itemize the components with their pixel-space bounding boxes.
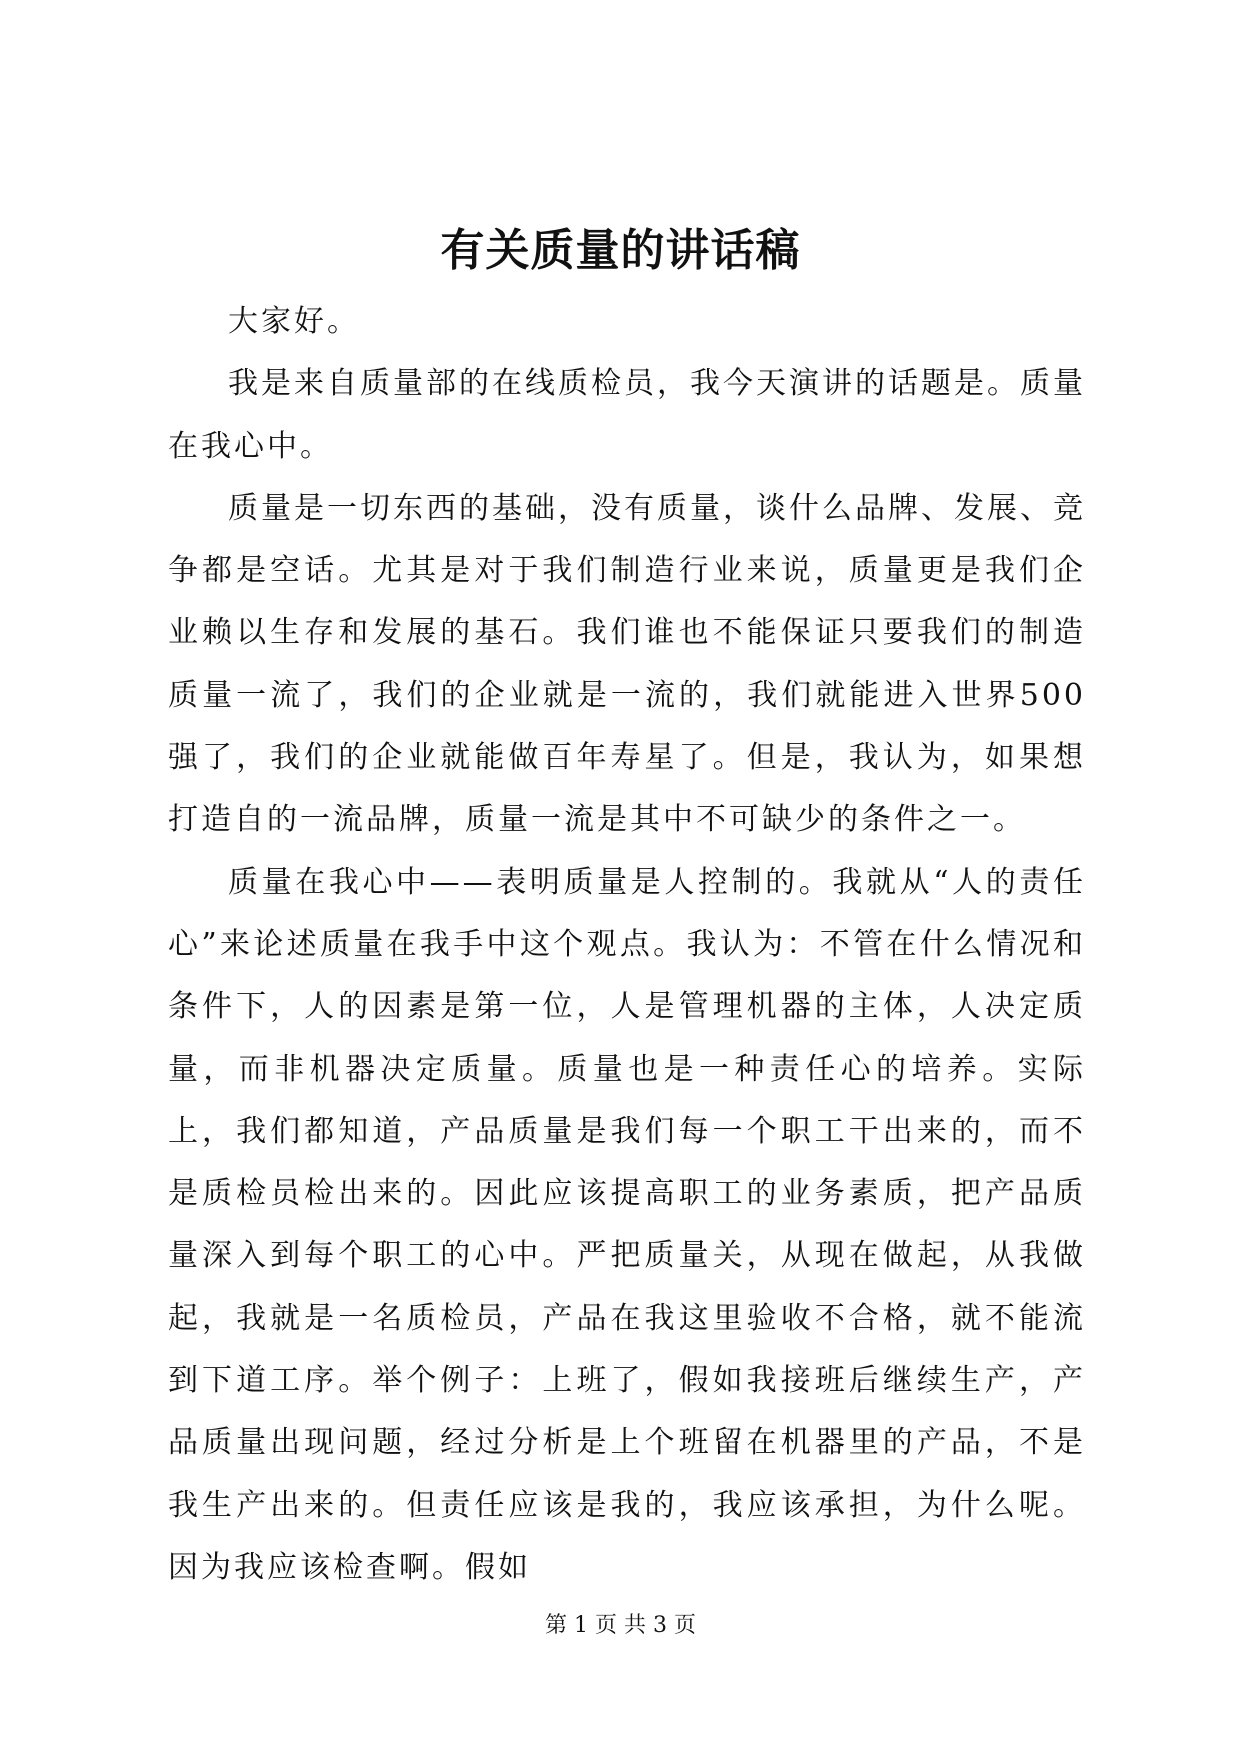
document-title: 有关质量的讲话稿 (440, 225, 801, 276)
paragraph: 我是来自质量部的在线质检员，我今天演讲的话题是。质量在我心中。 (168, 366, 1086, 464)
paragraph: 大家好。 (228, 304, 360, 339)
paragraph: 质量是一切东西的基础，没有质量，谈什么品牌、发展、竞争都是空话。尤其是对于我们制造行业来说，质量更是我们企业赖以生存和发展的基石。我们谁也不能保证只要我们的制造质量一流了，我们的企业就是一流的，我们就能进入世界500强了，我们的企业就能做百年寿星了。但是，我认为，如果想打造自的一流品牌，质量一流是其中不可缺少的条件之一。 (168, 490, 1086, 838)
document-body (168, 291, 1086, 1599)
paragraph: 质量在我心中——表明质量是人控制的。我就从“人的责任心”来论述质量在我手中这个观点。我认为：不管在什么情况和条件下，人的因素是第一位，人是管理机器的主体，人决定质量，而非机器决定质量。质量也是一种责任心的培养。实际上，我们都知道，产品质量是我们每一个职工干出来的，而不是质检员检出来的。因此应该提高职工的业务素质，把产品质量深入到每个职工的心中。严把质量关，从现在做起，从我做起，我就是一名质检员，产品在我这里验收不合格，就不能流到下道工序。举个例子：上班了，假如我接班后继续生产，产品质量出现问题，经过分析是上个班留在机器里的产品，不是我生产出来的。但责任应该是我的，我应该承担，为什么呢。因为我应该检查啊。假如 (168, 864, 1086, 1585)
page-footer: 第 1 页 共 3 页 (545, 1613, 696, 1638)
